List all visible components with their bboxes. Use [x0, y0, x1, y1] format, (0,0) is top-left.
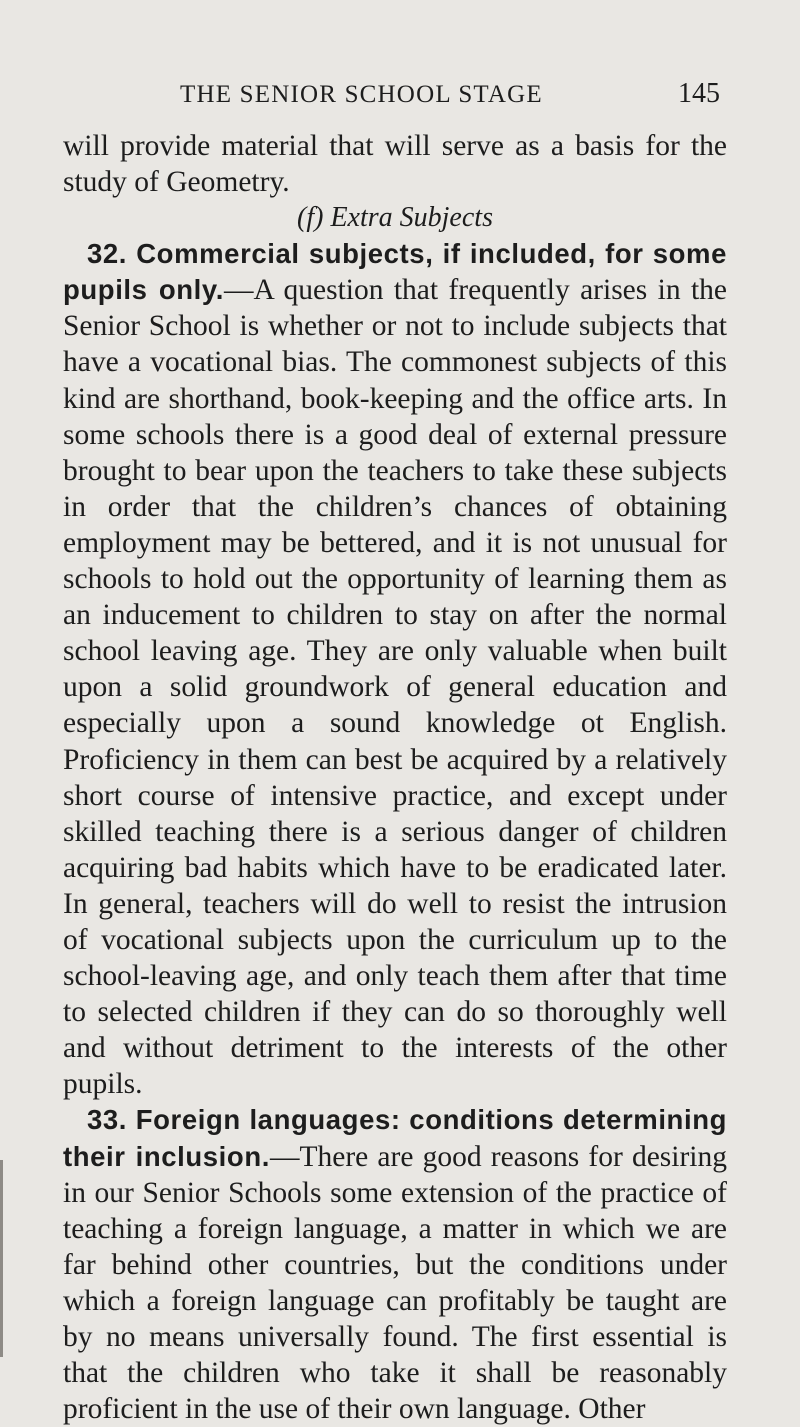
paragraph-33-heading: 33. Foreign languages: conditions determining their inclusion.: [63, 1104, 727, 1172]
page-edge-shadow: [0, 1160, 3, 1357]
subsection-heading: (f) Extra Subjects: [297, 202, 493, 234]
paragraph-33-body: —There are good reasons for desiring in our Senior Schools some extension of the practice of teaching a foreign language, a matter in which we are far behind other countries, but the conditions under which a foreign language can profitably be taught are by no means universally found. The first essential is that the children who take it shall be reasonably proficient in the use of their own language. Other: [63, 1140, 727, 1426]
opening-paragraph: will provide material that will serve as a basis for the study of Geometry.: [63, 130, 727, 199]
paragraph-33: [63, 1102, 727, 1427]
paragraph-32-body: —A question that frequently arises in the Senior School is whether or not to include subjects that have a vocational bias. The commonest subjects of this kind are shorthand, book-keeping and the office arts. In some schools there is a good deal of external pressure brought to bear upon the teachers to take these subjects in order that the children’s chances of obtaining employment may be bettered, and it is not unusual for schools to hold out the opportunity of learning them as an inducement to children to stay on after the normal school leaving age. They are only valuable when built upon a solid groundwork of general education and especially upon a sound knowledge ot English. Proficiency in them can best be acquired by a relatively short course of intensive practice, and except under skilled teaching there is a serious danger of children acquiring bad habits which have to be eradicated later. In general, teachers will do well to resist the intrusion of vocational subjects upon the curriculum up to the school-leaving age, and only teach them after that time to selected children if they can do so thoroughly well and without detriment to the interests of the other pupils.: [63, 274, 727, 1101]
paragraph-32: [63, 236, 727, 1102]
page-body: [63, 128, 727, 1427]
page-number: 145: [678, 78, 720, 109]
page-header: [180, 78, 720, 110]
running-title: THE SENIOR SCHOOL STAGE: [180, 81, 543, 108]
paragraph-32-heading: 32. Commercial subjects, if included, for some pupils only.: [63, 238, 727, 306]
